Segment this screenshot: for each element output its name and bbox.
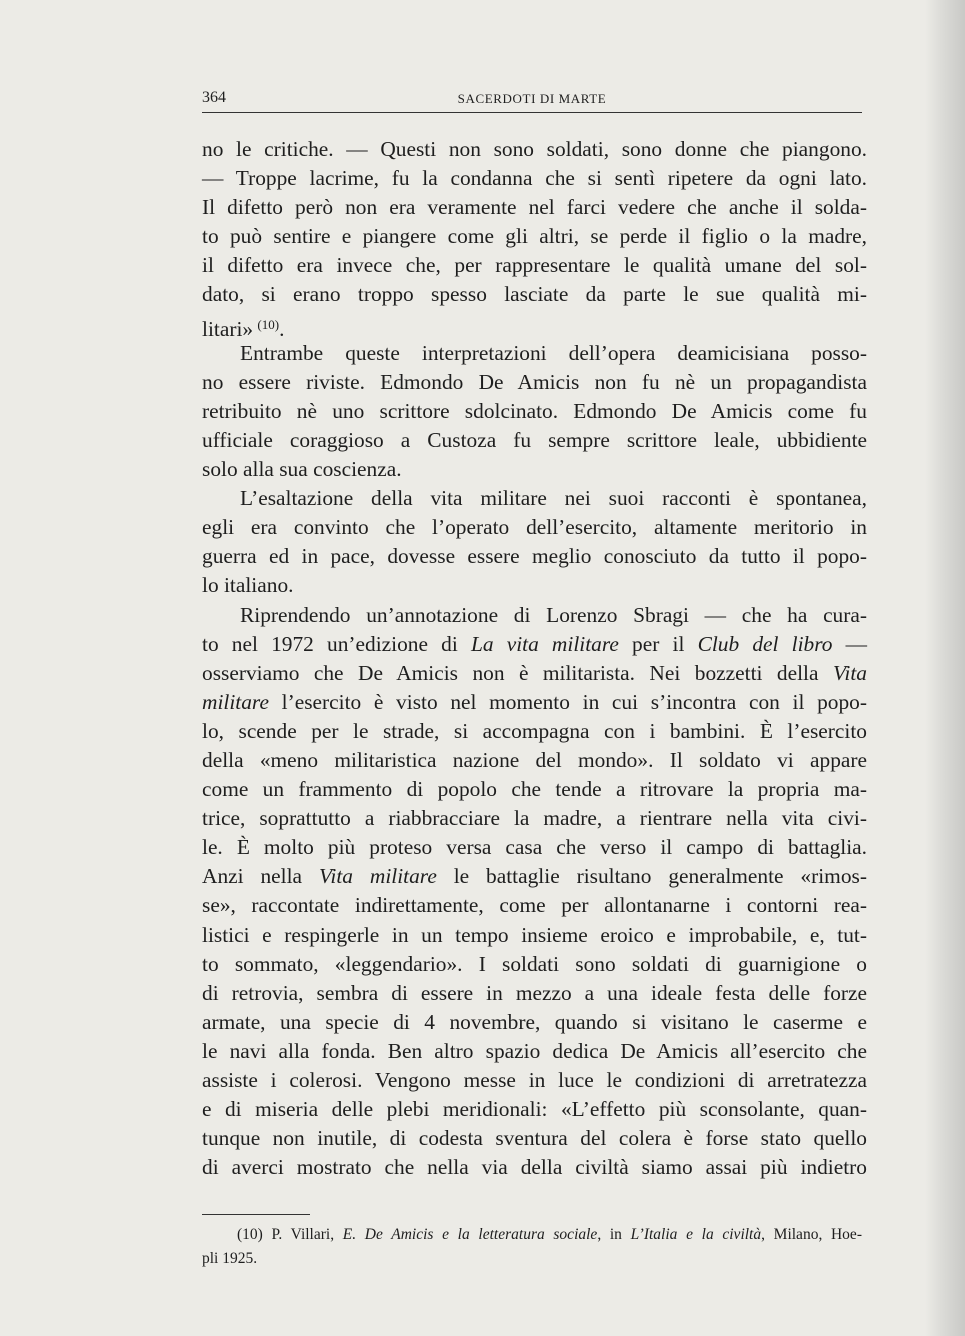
footnote xyxy=(202,1223,862,1271)
text-line: della «meno militaristica nazione del mondo». Il soldato vi appare xyxy=(202,747,867,772)
text-line: di averci mostrato che nella via della civiltà siamo assai più indietro xyxy=(202,1155,867,1180)
text-line: no essere riviste. Edmondo De Amicis non fu nè un propagandista xyxy=(202,369,867,394)
page-header xyxy=(202,88,862,113)
body-text xyxy=(202,135,867,1182)
text-line: to sommato, «leggendario». I soldati sono soldati di guarnigione o xyxy=(202,951,867,976)
text-line: assiste i colerosi. Vengono messe in luce le condizioni di arretratezza xyxy=(202,1068,867,1092)
text-line: il difetto era invece che, per rappresentare le qualità umane del sol- xyxy=(202,253,867,278)
text-line: — Troppe lacrime, fu la condanna che si sentì ripetere da ogni lato. xyxy=(202,166,867,191)
text-line: egli era convinto che l’operato dell’esercito, altamente meritorio in xyxy=(202,515,867,540)
text-line: tunque non inutile, di codesta sventura del colera è forse stato quello xyxy=(202,1126,867,1151)
page-edge-shadow xyxy=(925,0,965,1336)
text-line: retribuito nè uno scrittore sdolcinato. Edmondo De Amicis come fu xyxy=(202,398,867,423)
footnote-line: pli 1925. xyxy=(202,1250,258,1267)
page-number: 364 xyxy=(202,89,226,106)
text-line: guerra ed in pace, dovesse essere meglio conosciuto da tutto il popo- xyxy=(202,544,867,569)
text-line: Anzi nella Vita militare le battaglie risultano generalmente «rimos- xyxy=(202,864,867,889)
footnote-line: (10) P. Villari, E. De Amicis e la letteratura sociale, in L’Italia e la civiltà, Milano, Hoe- xyxy=(237,1226,862,1243)
footnote-reference: (10) xyxy=(257,316,280,332)
text-line: e di miseria delle plebi meridionali: «L’effetto più sconsolante, quan- xyxy=(202,1097,867,1122)
text-line: le navi alla fonda. Ben altro spazio dedica De Amicis all’esercito che xyxy=(202,1038,867,1063)
text-line: litari» $^{(10)}$. xyxy=(202,316,285,341)
text-line: di retrovia, sembra di essere in mezzo a una ideale festa delle forze xyxy=(202,980,867,1005)
running-head: SACERDOTI DI MARTE xyxy=(457,91,607,106)
text-line: Il difetto però non era veramente nel farci vedere che anche il solda- xyxy=(202,195,867,220)
text-line: trice, soprattutto a riabbracciare la madre, a rientrare nella vita civi- xyxy=(202,806,867,831)
footnote-divider xyxy=(202,1214,310,1215)
text-line: no le critiche. — Questi non sono soldati, sono donne che piangono. xyxy=(202,137,867,161)
text-line: to nel 1972 un’edizione di La vita militare per il Club del libro — xyxy=(202,631,867,656)
text-line: L’esaltazione della vita militare nei suoi racconti è spontanea, xyxy=(240,486,867,511)
text-line: dato, si erano troppo spesso lasciate da parte le sue qualità mi- xyxy=(202,282,867,307)
text-line: armate, una specie di 4 novembre, quando si visitano le caserme e xyxy=(202,1009,867,1034)
text-line: listici e respingerle in un tempo insieme eroico e improbabile, e, tut- xyxy=(202,922,867,947)
text-line: come un frammento di popolo che tende a ritrovare la propria ma- xyxy=(202,777,867,802)
text-line: Entrambe queste interpretazioni dell’opera deamicisiana posso- xyxy=(240,340,867,365)
text-line: Riprendendo un’annotazione di Lorenzo Sbragi — che ha cura- xyxy=(240,602,867,627)
text-line: lo, scende per le strade, si accompagna con i bambini. È l’esercito xyxy=(202,718,867,743)
text-line: lo italiano. xyxy=(202,573,294,598)
text-line: le. È molto più proteso versa casa che verso il campo di battaglia. xyxy=(202,835,867,860)
text-line: militare l’esercito è visto nel momento in cui s’incontra con il popo- xyxy=(202,689,867,714)
text-line: osserviamo che De Amicis non è militarista. Nei bozzetti della Vita xyxy=(202,660,867,685)
text-line: se», raccontate indirettamente, come per allontanarne i contorni rea- xyxy=(202,893,867,918)
text-line: ufficiale coraggioso a Custoza fu sempre scrittore leale, ubbidiente xyxy=(202,427,867,452)
text-line: solo alla sua coscienza. xyxy=(202,457,402,482)
text-line: to può sentire e piangere come gli altri, se perde il figlio o la madre, xyxy=(202,224,867,249)
